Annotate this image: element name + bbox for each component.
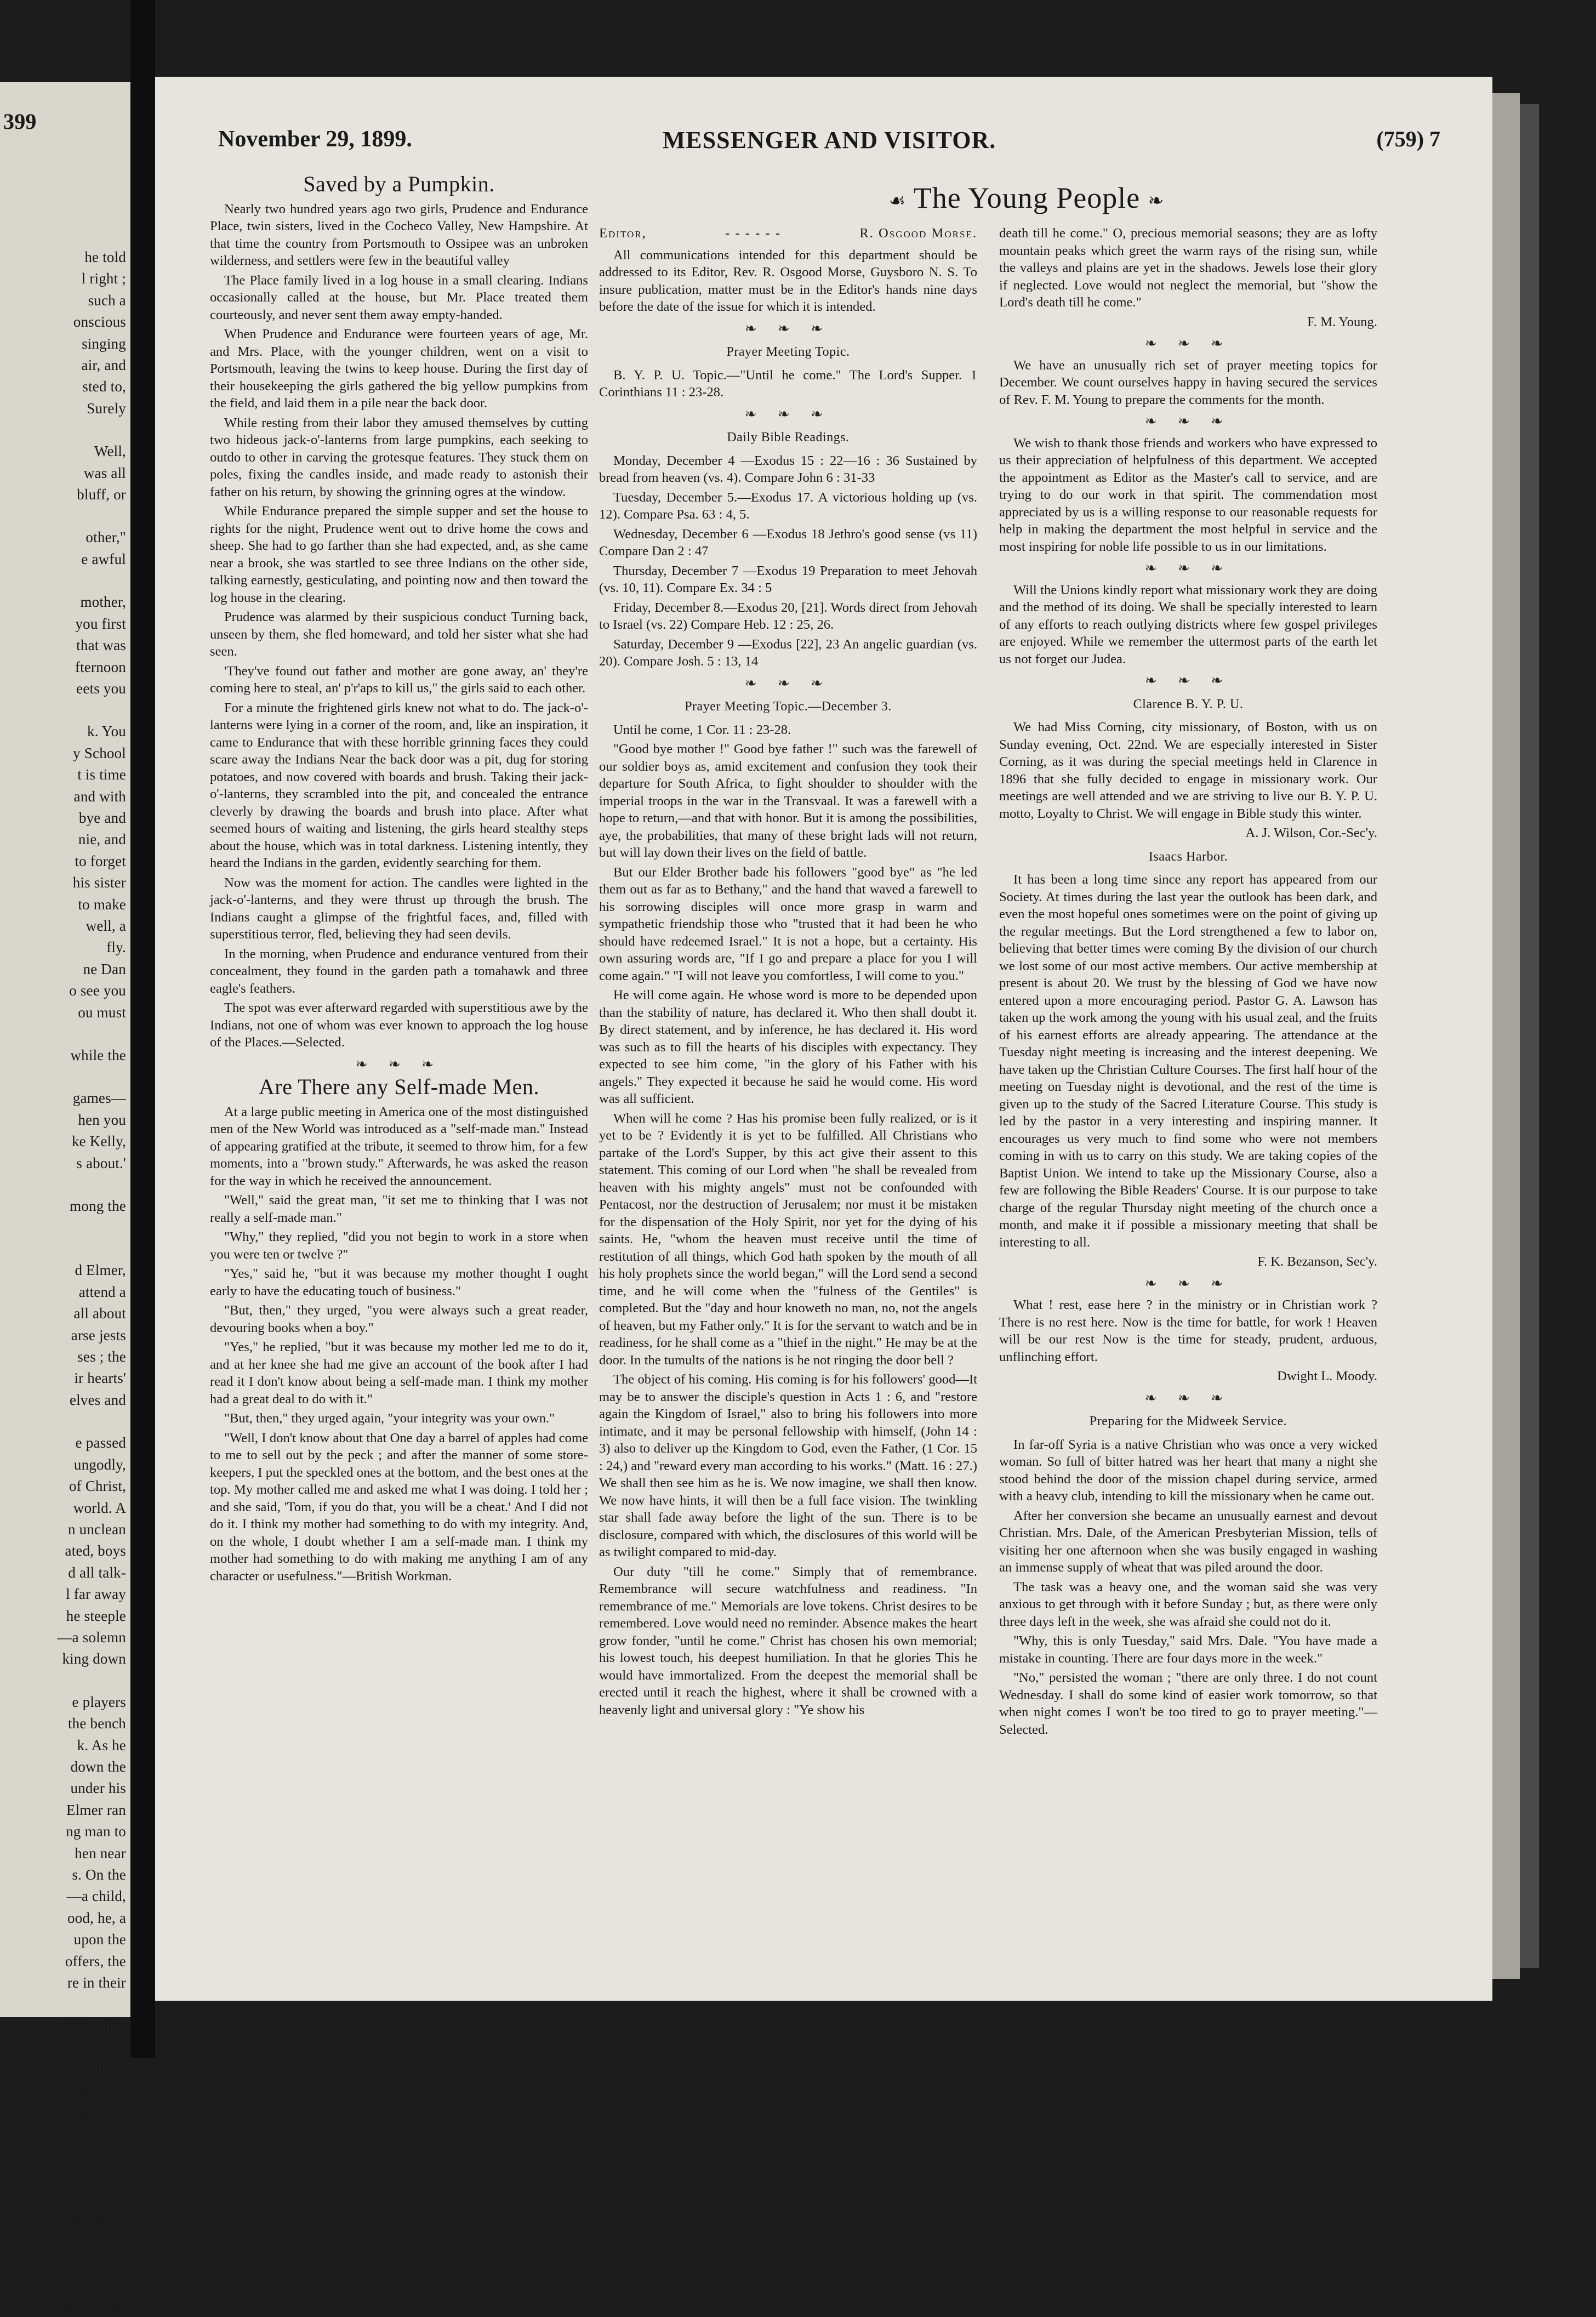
newspaper-page <box>155 77 1492 2001</box>
isaacs-harbor-report: It has been a long time since any report has appeared from our Society. At times during the last year the outlook has been dark, and even the most hopeful ones sometimes were on the point of giving up the regular meetings. But the Lord strengthened a few to labor on, believing that better times were coming By the division of our church we lost some of our most active members. Our active membership at present is about 20. We trust by the blessing of God we have now entered upon a more encouraging period. Pastor G. A. Lawson has taken up the work among the young with his usual zeal, and the fruits of his earnest efforts are already appearing. The attendance at the Tuesday night meeting is increasing and the interest deepening. We have taken up the Christian Culture Courses. The first half hour of the meeting on Tuesday night is devotional, and the rest of the time is given up to the study of the Sacred Literature Course. This study is led by the pastor in a very interesting and inspiring manner. It encourages us very much to find some who were not members coming in with us to carry on this study. We are taking copies of the Baptist Union. We intend to take up the Missionary Course, also a few are following the Bible Readers' Course. It is our purpose to take charge of the regular Thursday night meeting of the church once a month, and make it if possible a missionary meeting that shall be interesting to all. <box>999 872 1377 1250</box>
fragment-line: e passed <box>75 1434 126 1451</box>
fragment-line: to forget <box>75 852 126 869</box>
fragment-line: k. You <box>87 723 126 740</box>
fragment-line: Well, <box>94 443 126 460</box>
clarence-heading: Clarence B. Y. P. U. <box>1133 697 1244 711</box>
fragment-line: mong the <box>70 1198 126 1215</box>
paragraph-thanks: We wish to thank those friends and workers who have expressed to us their appreciation of helpfulness of this department. We accepted the appointment as Editor as the Master's call to service, and are trying to do our work in that spirit. The commendation most appreciated by us is a willing response to our reasonable requests for help in making the department the most helpful in service and the most inspiring for noble life possible to us in our limitations. <box>999 435 1377 554</box>
paragraph: "Well, I don't know about that One day a barrel of apples had come to me to sell out by the peck ; and after the manner of some store-keepers, I put the speckled ones at the bottom, and the best ones at the top. My mother called me and asked me what I was doing. I told her ; and she said, 'Tom, if you do that, you will be a cheat.' And I did not do it. I think my mother had something to do with my integrity. And, on the whole, I doubt whether I am a self-made man. I think my mother had something to do with making me anything I am of any character or usefulness."—British Workman. <box>210 1430 588 1584</box>
fragment-line: ungodly, <box>73 1456 126 1473</box>
fragment-line: that was <box>76 637 126 654</box>
fragment-line: ses ; the <box>77 1348 126 1365</box>
fragment-line: onscious <box>73 314 126 331</box>
paragraph: "Yes," said he, "but it was because my mother thought I ought early to have the educating touch of business." <box>210 1266 588 1299</box>
fragment-line: the bench <box>67 1715 126 1732</box>
article-body-pumpkin <box>210 201 588 1051</box>
section-ornament-icon: ❧ ❧ ❧ <box>1144 560 1232 576</box>
editor-name: R. Osgood Morse. <box>859 226 977 241</box>
fragment-line: and with <box>73 788 126 805</box>
fragment-line: t is time <box>77 766 126 783</box>
fragment-line <box>57 1994 126 2015</box>
department-heading <box>835 181 1218 215</box>
fragment-line: ir hearts' <box>74 1370 126 1387</box>
section-ornament-icon: ❧ ❧ ❧ <box>744 675 832 691</box>
paragraph-prayer-topics: We have an unusually rich set of prayer meeting topics for December. We count ourselves happy in having secured the services of Rev. F. M. Young to prepare the comments for the month. <box>999 357 1377 407</box>
fragment-line <box>57 1670 126 1692</box>
fragment-line: ated, boys <box>65 1542 126 1559</box>
fragment-line: fternoon <box>75 658 126 675</box>
paragraph: "But, then," they urged again, "your integrity was your own." <box>224 1411 555 1426</box>
section-ornament-icon: ❧ ❧ ❧ <box>1144 673 1232 688</box>
fragment-line <box>57 699 126 721</box>
previous-page-fragment <box>0 82 130 2314</box>
fragment-line: he steeple <box>66 1607 126 1624</box>
previous-page-number: 399 <box>3 109 37 134</box>
fragment-line: l right ; <box>81 270 126 287</box>
article-body-selfmade <box>210 1103 588 1585</box>
paragraph: When will he come ? Has his promise been fully realized, or is it yet to be ? Evidently it is yet to be fulfilled. All Christians who partake of the Lord's Supper, by this act give their assent to this statement. This coming of our Lord when "he shall be revealed from heaven with his mighty angels" must not be confounded with Pentacost, nor the destruction of Jerusalem; nor must it be mistaken for the dispensation of the Holy Spirit, nor yet for the dying of his saints. He, "whom the heaven must receive until the time of restitution of all things, which God hath spoken by the mouth of all his holy prophets since the world began," will the Lord send a second time, and he will come when the "fulness of the Gentiles" is completed. But the "day and hour knoweth no man, no, not the angels of heaven, but my Father only." It is for the servant to watch and be in readiness, for he shall come as a "thief in the night." He may be at the door. In the tumults of the nations is he not ringing the door bell ? <box>599 1111 977 1368</box>
fragment-line: under his <box>70 1780 126 1797</box>
midweek-article-body <box>999 1436 1377 1739</box>
previous-page-text <box>57 247 126 2317</box>
fragment-line: e awful <box>81 550 126 567</box>
fragment-line <box>57 1238 126 1260</box>
paragraph: "No," persisted the woman ; "there are only three. I do not count Wednesday. I shall do some kind of easier work tomorrow, so that when night comes I won't be too tired to go to prayer meeting."—Selected. <box>999 1670 1377 1737</box>
fragment-line: games— <box>72 1090 126 1107</box>
paragraph: In the morning, when Prudence and endurance ventured from their concealment, they found in the garden path a tomahawk and three eagle's feathers. <box>210 946 588 996</box>
masthead <box>218 126 1440 159</box>
paragraph: The spot was ever afterward regarded with superstitious awe by the Indians, not one of whom was ever known to approach the log house of the Places.—Selected. <box>210 1000 588 1050</box>
paragraph: While resting from their labor they amused themselves by cutting two hideous jack-o'-lanterns from large pumpkins, each seeking to outdo to other in carving the grotesque features. They stuck them on poles, fixing the candles inside, and made ready to astonish their father on his return, by showing the grinning ogres at the window. <box>210 415 588 499</box>
fragment-line: offers, the <box>65 1952 126 1969</box>
fragment-line: olboy. <box>89 2060 126 2077</box>
newspaper-title: MESSENGER AND VISITOR. <box>662 127 996 153</box>
page-number: (759) 7 <box>1376 127 1440 151</box>
paragraph: Until he come, 1 Cor. 11 : 23-28. <box>613 722 791 737</box>
fragment-line: upon the <box>73 1931 126 1948</box>
fragment-line: singing <box>82 335 126 352</box>
paragraph: Now was the moment for action. The candles were lighted in the jack-o'-lanterns, and they were thrust up through the brush. The Indians caught a glimpse of the frightful faces, and, filled with superstitious terror, fled, believing they had seen devils. <box>210 875 588 942</box>
paragraph: For a minute the frightened girls knew not what to do. The jack-o'-lanterns were lying in a corner of the room, and, like an inspiration, it came to Endurance that with these horrible grinning faces they could scare away the Indians Near the back door was a pit, dug for storing potatoes, and now covered with boards and brush. Taking their jack-o'-lanterns, they scrambled into the pit, and concealed the entrance cleverly by drawing the boards and brush into place. After what seemed hours of waiting and listening, the girls heard stealthy steps about the house, which was in total darkness. Listening intently, they heard the Indians in the garden, evidently searching for them. <box>210 700 588 870</box>
paragraph: After her conversion she became an unusually earnest and devout Christian. Mrs. Dale, of the American Presbyterian Mission, tells of visiting her one afternoon when she was busily engaged in washing an immense supply of wheat that was piled around the door. <box>999 1508 1377 1575</box>
paragraph: "Why, this is only Tuesday," said Mrs. Dale. "You have made a mistake in counting. There are four days more in the week." <box>999 1633 1377 1666</box>
paragraph: The object of his coming. His coming is for his followers' good—It may be to answer the disciple's question in Acts 1 : 6, and "restore again the Kingdom of Israel," also to bring his followers into more intimate, and it may be personal fellowship with himself, (John 14 : 3) also to deliver up the Kingdom to God, even the Father, (1 Cor. 15 : 24,) and "reward every man according to his works." (Matt. 16 : 27.) We shall then see him as he is. We now imagine, we shall then know. We now have hints, it will then be a full face vision. The twinkling star shall fade away before the light of the sun. There is to be disclosure, compared with which, the disclosures of this world will be as twilight compared to mid-day. <box>599 1372 977 1559</box>
reading-entry: Wednesday, December 6 —Exodus 18 Jethro's good sense (vs 11) Compare Dan 2 : 47 <box>599 526 977 559</box>
department-title: The Young People <box>913 181 1141 214</box>
dec3-signature: F. M. Young. <box>1307 314 1377 329</box>
fragment-line: bluff, or <box>77 486 126 503</box>
paragraph: In far-off Syria is a native Christian who was once a very wicked woman. So full of bitter hatred was her heart that many a night she stood behind the door of the mission chapel during service, armed with a heavy club, intending to kill the missionary when he came out. <box>999 1437 1377 1504</box>
paragraph: The Place family lived in a log house in a small clearing. Indians occasionally called at the house, but Mr. Place treated them courteously, and never sent them away empty-handed. <box>210 272 588 322</box>
fragment-line <box>57 570 126 591</box>
fragment-line: was happy, <box>59 2190 126 2207</box>
fragment-line: ke Kelly, <box>71 1133 126 1150</box>
section-ornament-icon: ❧ ❧ ❧ <box>744 320 832 337</box>
fragment-line <box>57 1411 126 1432</box>
paragraph: The task was a heavy one, and the woman said she was very anxious to get through with it before Sunday ; but, as there were only three days left in the week, she was afraid she could not do it. <box>999 1579 1377 1629</box>
fragment-line: n unclean <box>67 1521 126 1538</box>
fragment-line: all about <box>73 1305 126 1322</box>
fragment-line: to make <box>78 896 126 913</box>
fragment-line: other," <box>86 529 126 546</box>
fragment-line: d all talk- <box>68 1564 126 1581</box>
fragment-line: air, and <box>81 357 126 374</box>
fragment-line: d Elmer, <box>75 1262 126 1279</box>
reading-entry: Friday, December 8.—Exodus 20, [21]. Words direct from Jehovah to Israel (vs. 22) Compare Heb. 12 : 25, 26. <box>599 600 977 632</box>
fragment-line: —a solemn <box>57 1629 126 1646</box>
reading-entry: Thursday, December 7 —Exodus 19 Preparation to meet Jehovah (vs. 10, 11). Compare Ex. 34 : 5 <box>599 563 977 595</box>
fragment-line: tween Ger- <box>59 2297 126 2314</box>
section-ornament-icon: ❧ ❧ ❧ <box>1144 335 1232 351</box>
paragraph: "Why," they replied, "did you not begin to work in a store when you were ten or twelve ?" <box>210 1229 588 1262</box>
paragraph: "Yes," he replied, "but it was because my mother led me to do it, and at her knee she had me give an account of the book after I had read it I don't know about being a self-made man. I think my mother had a great deal to do with it." <box>210 1340 588 1407</box>
page-edge-shadow <box>1520 104 1539 1968</box>
fragment-line: o see you <box>69 982 126 999</box>
fragment-line: threw his <box>70 2039 126 2056</box>
fragment-line <box>57 419 126 441</box>
fragment-line: world. A <box>73 1499 126 1516</box>
clarence-report: We had Miss Corning, city missionary, of Boston, with us on Sunday evening, Oct. 22nd. We are especially interested in Sister Corning, as it was during the special meetings held in Clarence in 1896 that she fully decided to engage in missionary work. Our meetings are well attended and we are striving to live our B. Y. P. U. motto, Loyalty to Christ. We will engage in Bible study this winter. <box>999 720 1377 821</box>
book-spine <box>130 0 155 2058</box>
fragment-line: y School <box>73 744 126 761</box>
fragment-line: such a <box>88 292 126 309</box>
prayer-topic-heading: Prayer Meeting Topic. <box>726 345 850 359</box>
fleuron-left-icon: ☙ <box>888 191 907 212</box>
fragment-line: rry." <box>99 2147 126 2164</box>
paragraph: Nearly two hundred years ago two girls, Prudence and Endurance Place, twin sisters, lived in the Cocheco Valley, New Hampshire. At that time the country from Portsmouth to Ossipee was an unbroken wilderness, and settlers were few in the beautiful valley <box>210 201 588 268</box>
dec3-topic-heading: Prayer Meeting Topic.—December 3. <box>685 699 892 714</box>
issue-date: November 29, 1899. <box>218 127 412 152</box>
fragment-line: bye and <box>78 809 126 826</box>
fleuron-right-icon: ❧ <box>1148 191 1165 212</box>
fragment-line: s. On the <box>72 1866 126 1883</box>
editor-line <box>599 225 977 242</box>
fragment-line: elves and <box>69 1391 126 1408</box>
editor-dashes: - - - - - - <box>725 226 782 241</box>
fragment-line: l far away <box>66 1586 126 1603</box>
fragment-line: —a child, <box>66 1888 126 1905</box>
reading-entry: Monday, December 4 —Exodus 15 : 22—16 : 36 Sustained by bread from heaven (vs. 4). Compare John 6 : 31-33 <box>599 453 977 485</box>
section-ornament-icon: ❧ ❧ ❧ <box>1144 413 1232 429</box>
paragraph: Our duty "till he come." Simply that of remembrance. Remembrance will secure watchfulness and readiness. "In remembrance of me." Memorials are love tokens. Christ desires to be remembered. Love would need no reminder. Absence makes the heart grow fonder, "until he come." Christ has chosen his own memorial; his lowest touch, his deepest humiliation. In that he glories This he would have immortalized. From the deepest the memorial shall be erected until it reach the highest, where it shall be crowned with a heavenly light and universal glory : "Ye show his <box>599 1564 977 1717</box>
fragment-line: k. As he <box>77 1737 126 1754</box>
fragment-line <box>57 1066 126 1088</box>
fragment-line: going any <box>66 2125 126 2142</box>
paragraph: While Endurance prepared the simple supper and set the house to rights for the night, Prudence went out to drive home the cows and sheep. She had to go farther than she had expected, and, as she came near a brook, she was startled to see three Indians on the other side, talking earnestly, gesticulating, and pointing now and then toward the log house in the clearing. <box>210 504 588 605</box>
section-ornament-icon: ❧ ❧ ❧ <box>1144 1275 1232 1291</box>
fragment-line: nie, and <box>78 831 126 848</box>
column-middle <box>599 225 977 2039</box>
page-edge <box>1492 93 1520 1979</box>
fragment-line: s he strode <box>61 2212 126 2229</box>
prayer-topic-text: B. Y. P. U. Topic.—"Until he come." The Lord's Supper. 1 Corinthians 11 : 23-28. <box>599 367 977 400</box>
paragraph: But our Elder Brother bade his followers "good bye" as "he led them out as far as to Bethany," and the hand that waved a farewell to his sorrowing disciples will once more grasp in warm and sympathetic friendship those who "trusted that it had been he who should have redeemed Israel." It is not a hope, but a certainty. His own assuring words are, "If I go and prepare a place for you I will come again." "I will not leave you comfortless, I will come to you." <box>599 864 977 983</box>
fragment-line: hen near <box>75 1845 126 1861</box>
paragraph: He will come again. He whose word is more to be depended upon than the stability of nature, has declared it. Who then shall doubt it. By direct statement, and by inference, he has declared it. His word was such as to fill the hearts of his disciples with expectancy. They expected to see him come, "in the glory of his Father with his angels." They expected it because he said he would come. His word was all sufficient. <box>599 988 977 1106</box>
fragment-line <box>57 1023 126 1045</box>
section-ornament-icon: ❧ ❧ ❧ <box>744 406 832 422</box>
isaacs-harbor-signature: F. K. Bezanson, Sec'y. <box>1257 1254 1377 1269</box>
fragment-line: while the <box>70 1047 126 1063</box>
reading-entry: Saturday, December 9 —Exodus [22], 23 An angelic guardian (vs. 20). Compare Josh. 5 : 13, 14 <box>599 636 977 669</box>
fragment-line: s about.' <box>76 1154 126 1171</box>
fragment-line: ne Dan <box>83 960 126 977</box>
fragment-line: fly. <box>106 939 126 956</box>
fragment-line: arse jests <box>71 1327 126 1343</box>
fragment-line: down the <box>70 1758 126 1775</box>
fragment-line: hen you <box>78 1111 126 1128</box>
fragment-line: he told <box>84 249 126 265</box>
fragment-line: well, a <box>86 917 126 934</box>
fragment-line: of Christ, <box>69 1478 126 1495</box>
paragraph: "But, then," they urged, "you were always such a great reader, devouring books when a boy." <box>210 1303 588 1335</box>
fragment-line: re in their <box>67 1974 126 1991</box>
fragment-line: Elmer ran <box>66 1801 126 1818</box>
fragment-line <box>57 2253 126 2274</box>
bible-readings-list <box>599 452 977 670</box>
bible-readings-heading: Daily Bible Readings. <box>727 430 850 445</box>
reading-entry: Tuesday, December 5.—Exodus 17. A victorious holding up (vs. 12). Compare Psa. 63 : 4, 5. <box>599 489 977 522</box>
isaacs-harbor-heading: Isaacs Harbor. <box>1148 849 1228 864</box>
fragment-line <box>57 2231 126 2253</box>
section-ornament-icon: ❧ ❧ ❧ <box>1144 1390 1232 1406</box>
article-title-selfmade: Are There any Self-made Men. <box>259 1074 539 1099</box>
column-right <box>999 225 1377 2039</box>
fragment-line: his sister <box>72 874 126 891</box>
fragment-line: king down <box>62 1650 126 1667</box>
fragment-line <box>57 505 126 527</box>
fragment-line: Surely <box>87 400 126 417</box>
fragment-line: ood, he, a <box>67 1909 126 1926</box>
paragraph: 'They've found out father and mother are gone away, an' they're coming here to steal, an' p'r'aps to kill us," the girls said to each other. <box>210 663 588 696</box>
fragment-line: njoy it. I <box>74 2104 126 2121</box>
paragraph: "Well," said the great man, "it set me to thinking that I was not really a self-made man." <box>210 1193 588 1225</box>
fragment-line: e players <box>72 1693 126 1710</box>
moody-signature: Dwight L. Moody. <box>1277 1369 1377 1384</box>
paragraph: When Prudence and Endurance were fourteen years of age, Mr. and Mrs. Place, with the younger children, went on a visit to Portsmouth, leaving the twins to keep house. During the first day of their housekeeping the girls gathered the big yellow pumpkins from the field, and laid them in a pile near the back door. <box>210 327 588 411</box>
fragment-line: attend a <box>78 1283 126 1300</box>
section-ornament-icon: ❧ ❧ ❧ <box>355 1056 443 1072</box>
fragment-line: eets you <box>76 680 126 697</box>
fragment-line: he general <box>64 2276 126 2293</box>
fragment-line: went to the <box>59 2082 126 2099</box>
fragment-line: ng man to <box>66 1823 126 1840</box>
fragment-line <box>57 1217 126 1238</box>
editor-label: Editor, <box>599 226 647 241</box>
fragment-line: nd saw the <box>61 2168 126 2185</box>
dec3-topic-body <box>599 721 977 1719</box>
clarence-signature: A. J. Wilson, Cor.-Sec'y. <box>1245 826 1377 840</box>
editor-notice: All communications intended for this department should be addressed to its Editor, Rev. R. Osgood Morse, Guysboro N. S. To insure publication, matter must be in the Editor's hands nine days before the date of the issue for which it is intended. <box>599 247 977 314</box>
fragment-line: you first <box>75 615 126 632</box>
moody-quote: What ! rest, ease here ? in the ministry or in Christian work ? There is no rest here. Now is the time for battle, for work ! Heaven will be our rest Now is the time for steady, prudent, arduous, unflinching effort. <box>999 1297 1377 1364</box>
midweek-heading: Preparing for the Midweek Service. <box>1089 1414 1287 1428</box>
article-title-pumpkin: Saved by a Pumpkin. <box>303 172 495 196</box>
fragment-line: room when <box>58 2017 126 2034</box>
fragment-line: sted to, <box>82 378 126 395</box>
dec3-topic-continuation: death till he come." O, precious memorial seasons; they are as lofty mountain peaks which greet the warm rays of the rising sun, while the valleys and plains are yet in the shadows. Jewels lose their glory if neglected. Love would not neglect the memorial, but "show the Lord's death till he come." <box>999 226 1377 310</box>
paragraph: "Good bye mother !" Good bye father !" such was the farewell of our soldier boys as, amid excitement and confusion they took their departure for South Africa, to fight shoulder to shoulder with the imperial troops in the war in the Transvaal. It was a farewell with a hope to return,—and that with honor. But it is among the possibilities, aye, the probabilities, that many of these bright lads will not return, but will lay down their lives on the field of battle. <box>599 742 977 860</box>
fragment-line: was all <box>83 464 126 481</box>
fragment-line: mother, <box>80 594 126 611</box>
paragraph-unions: Will the Unions kindly report what missionary work they are doing and the method of its doing. We shall be specially interested to learn of any efforts to reach outlying districts where few gospel privileges are enjoyed. While we remember the uttermost parts of the earth let us not forget our Judea. <box>999 582 1377 667</box>
paragraph: At a large public meeting in America one of the most distinguished men of the New World was introduced as a "self-made man." Instead of appearing gratified at the tribute, it seemed to throw him, for a few moments, into a "brown study." Afterwards, he was asked the reason for the way in which he received the announcement. <box>210 1104 588 1188</box>
column-left <box>210 170 588 1984</box>
fragment-line <box>57 1174 126 1195</box>
fragment-line: ou must <box>78 1004 126 1021</box>
paragraph: Prudence was alarmed by their suspicious conduct Turning back, unseen by them, she fled homeward, and told her sister what she had seen. <box>210 610 588 659</box>
